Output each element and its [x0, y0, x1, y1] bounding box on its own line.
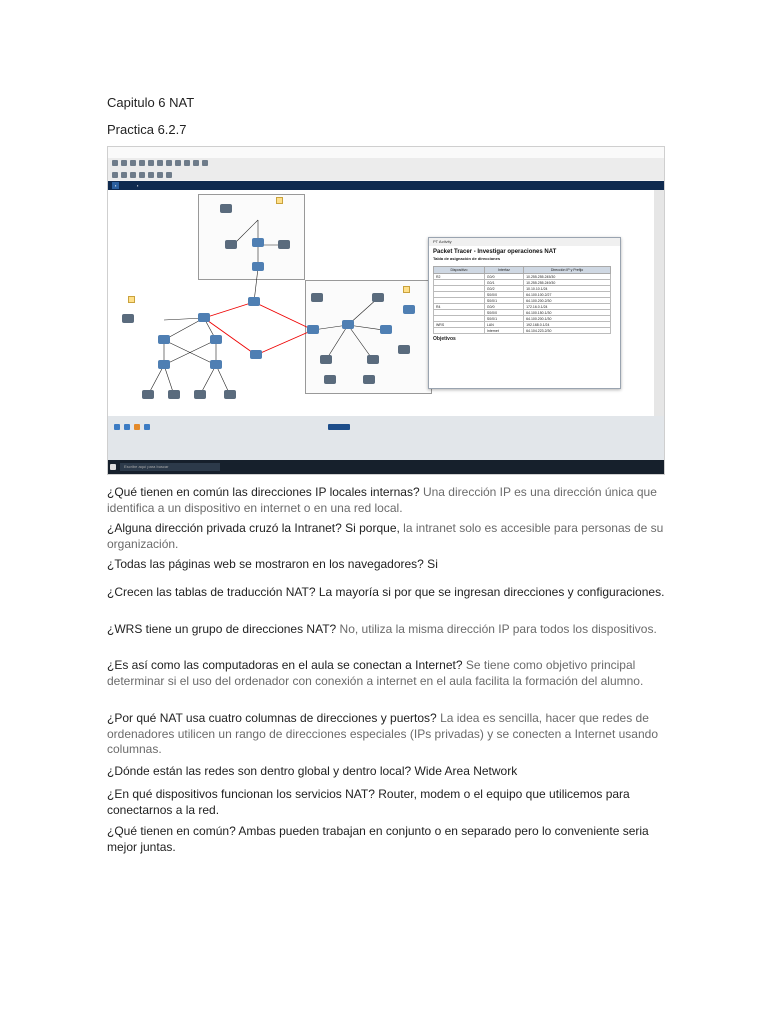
question-text: ¿Todas las páginas web se mostraron en los navegadores? Si: [107, 557, 438, 571]
secondary-toolbar: [108, 170, 664, 180]
switch-icon[interactable]: [342, 320, 354, 329]
router-icon[interactable]: [380, 325, 392, 334]
question-text: ¿Qué tienen en común? Ambas pueden trabajan en conjunto o en separado pero lo conveniente seria mejor juntas.: [107, 824, 649, 854]
phone-icon[interactable]: [367, 355, 379, 364]
question-text: ¿Qué tienen en común las direcciones IP locales internas?: [107, 485, 420, 499]
network-workspace[interactable]: [108, 190, 654, 416]
table-cell: 10.255.255.249/30: [524, 280, 611, 286]
router-icon[interactable]: [307, 325, 319, 334]
redo-icon[interactable]: [184, 160, 190, 166]
table-cell: WRS: [434, 322, 485, 328]
qa-item: [107, 622, 667, 638]
resize-icon[interactable]: [139, 172, 145, 178]
pc-icon[interactable]: [225, 240, 237, 249]
table-cell: R4: [434, 304, 485, 310]
server-icon[interactable]: [220, 204, 232, 213]
table-cell: S0/0/1: [484, 316, 523, 322]
pc-icon[interactable]: [194, 390, 206, 399]
print-icon[interactable]: [139, 160, 145, 166]
chapter-heading: Capitulo 6 NAT: [107, 95, 195, 110]
note-icon[interactable]: [148, 172, 154, 178]
inspect-icon[interactable]: [121, 172, 127, 178]
pc-icon[interactable]: [224, 390, 236, 399]
tab-logical[interactable]: ▪: [112, 182, 119, 189]
qa-item: [107, 585, 667, 601]
pc-icon[interactable]: [363, 375, 375, 384]
copy-icon[interactable]: [157, 160, 163, 166]
table-cell: Internet: [484, 328, 523, 334]
question-text: ¿Por qué NAT usa cuatro columnas de direcciones y puertos?: [107, 711, 437, 725]
qa-item: [107, 764, 667, 780]
device-palette: [108, 416, 664, 460]
question-text: ¿Alguna dirección privada cruzó la Intranet? Si porque,: [107, 521, 400, 535]
window-titlebar: [108, 147, 664, 158]
table-cell: 192.168.0.1/24: [524, 322, 611, 328]
pt-activity-dialog: [428, 237, 621, 389]
zoom-out-icon[interactable]: [202, 160, 208, 166]
main-toolbar: [108, 158, 664, 170]
table-cell: 172.16.0.1/24: [524, 304, 611, 310]
wireless-router-icon[interactable]: [403, 305, 415, 314]
modem-icon[interactable]: [252, 262, 264, 271]
table-cell: 64.100.200.2/30: [524, 298, 611, 304]
pc-icon[interactable]: [324, 375, 336, 384]
answer-text: La idea es sencilla, hacer que redes de ordenadores utilicen un rango de direcciones especiales (IPs privadas) y se conecten a Internet usando columnas.: [107, 711, 658, 756]
table-cell: S0/0/0: [484, 292, 523, 298]
cloud-icon[interactable]: [248, 297, 260, 306]
qa-item: [107, 711, 667, 758]
device-category-icon[interactable]: [124, 424, 130, 430]
qa-item: [107, 824, 667, 855]
table-cell: 64.104.223.2/30: [524, 328, 611, 334]
device-category-icon[interactable]: [134, 424, 140, 430]
switch-icon[interactable]: [210, 360, 222, 369]
taskbar-search[interactable]: Escribe aquí para buscar: [120, 463, 220, 471]
delete-icon[interactable]: [130, 172, 136, 178]
table-cell: G0/0: [484, 274, 523, 280]
table-cell: [434, 328, 485, 334]
table-cell: R2: [434, 274, 485, 280]
qa-item: [107, 521, 667, 552]
logical-physical-bar: [108, 181, 664, 190]
answer-text: Se tiene como objetivo principal determinar si el uso del ordenador con conexión a internet en el aula facilita la formación del alumno.: [107, 658, 644, 688]
table-cell: 64.100.200.1/30: [524, 316, 611, 322]
question-text: ¿Es así como las computadoras en el aula se conectan a Internet?: [107, 658, 463, 672]
windows-start-icon[interactable]: [110, 464, 116, 470]
server-icon[interactable]: [122, 314, 134, 323]
undo-icon[interactable]: [175, 160, 181, 166]
table-cell: G0/2: [484, 286, 523, 292]
tab-physical[interactable]: ▪: [137, 183, 139, 188]
zoom-in-icon[interactable]: [193, 160, 199, 166]
table-header: Interfaz: [484, 267, 523, 274]
tablet-icon[interactable]: [278, 240, 290, 249]
table-cell: 10.255.255.245/30: [524, 274, 611, 280]
qa-item: [107, 787, 667, 818]
simulation-button[interactable]: [328, 424, 350, 430]
device-category-icon[interactable]: [114, 424, 120, 430]
question-text: ¿Crecen las tablas de traducción NAT? La mayoría si por que se ingresan direcciones y configuraciones.: [107, 585, 665, 599]
windows-taskbar: [108, 460, 664, 474]
practice-heading: Practica 6.2.7: [107, 122, 187, 137]
pc-icon[interactable]: [168, 390, 180, 399]
table-cell: 10.10.10.1/24: [524, 286, 611, 292]
server-icon[interactable]: [311, 293, 323, 302]
open-file-icon[interactable]: [121, 160, 127, 166]
server-icon[interactable]: [372, 293, 384, 302]
pdu-icon[interactable]: [166, 172, 172, 178]
save-icon[interactable]: [130, 160, 136, 166]
addressing-table: [433, 266, 611, 334]
dialog-subheading: Tabla de asignación de direcciones: [433, 256, 501, 261]
dialog-objective: Objetivos: [433, 336, 456, 342]
question-text: ¿Dónde están las redes son dentro global y dentro local? Wide Area Network: [107, 764, 518, 778]
dialog-title: PT Activity: [429, 238, 620, 246]
laptop-icon[interactable]: [398, 345, 410, 354]
answer-text: Una dirección IP es una dirección única que identifica a un dispositivo en internet o en una red local.: [107, 485, 657, 515]
switch-icon[interactable]: [158, 360, 170, 369]
switch-icon[interactable]: [210, 335, 222, 344]
table-header: Dirección IP y Prefijo: [524, 267, 611, 274]
paste-icon[interactable]: [166, 160, 172, 166]
qa-item: [107, 557, 667, 573]
packet-tracer-screenshot: [107, 146, 665, 475]
qa-item: [107, 485, 667, 516]
answer-text: la intranet solo es accesible para personas de su organización.: [107, 521, 664, 551]
device-category-icon[interactable]: [144, 424, 150, 430]
pc-icon[interactable]: [142, 390, 154, 399]
phone-icon[interactable]: [320, 355, 332, 364]
qa-item: [107, 658, 667, 689]
wizard-icon[interactable]: [148, 160, 154, 166]
table-cell: S0/0/1: [484, 298, 523, 304]
draw-icon[interactable]: [157, 172, 163, 178]
table-cell: G0/0: [484, 304, 523, 310]
switch-icon[interactable]: [158, 335, 170, 344]
select-icon[interactable]: [112, 172, 118, 178]
router-icon[interactable]: [198, 313, 210, 322]
workspace-scrollbar[interactable]: [654, 190, 664, 416]
table-cell: 64.100.150.1/30: [524, 310, 611, 316]
table-row: [434, 328, 611, 334]
table-cell: G0/1: [484, 280, 523, 286]
question-text: ¿WRS tiene un grupo de direcciones NAT?: [107, 622, 337, 636]
table-cell: 64.100.100.2/27: [524, 292, 611, 298]
table-header: Dispositivo: [434, 267, 485, 274]
answer-text: No, utiliza la misma dirección IP para todos los dispositivos.: [336, 622, 657, 636]
router-icon[interactable]: [252, 238, 264, 247]
table-cell: LAN: [484, 322, 523, 328]
question-text: ¿En qué dispositivos funcionan los servicios NAT? Router, modem o el equipo que utilicemos para conectarnos a la red.: [107, 787, 630, 817]
dialog-heading: Packet Tracer - Investigar operaciones NAT: [433, 249, 557, 255]
router-icon[interactable]: [250, 350, 262, 359]
new-file-icon[interactable]: [112, 160, 118, 166]
table-cell: S0/0/0: [484, 310, 523, 316]
